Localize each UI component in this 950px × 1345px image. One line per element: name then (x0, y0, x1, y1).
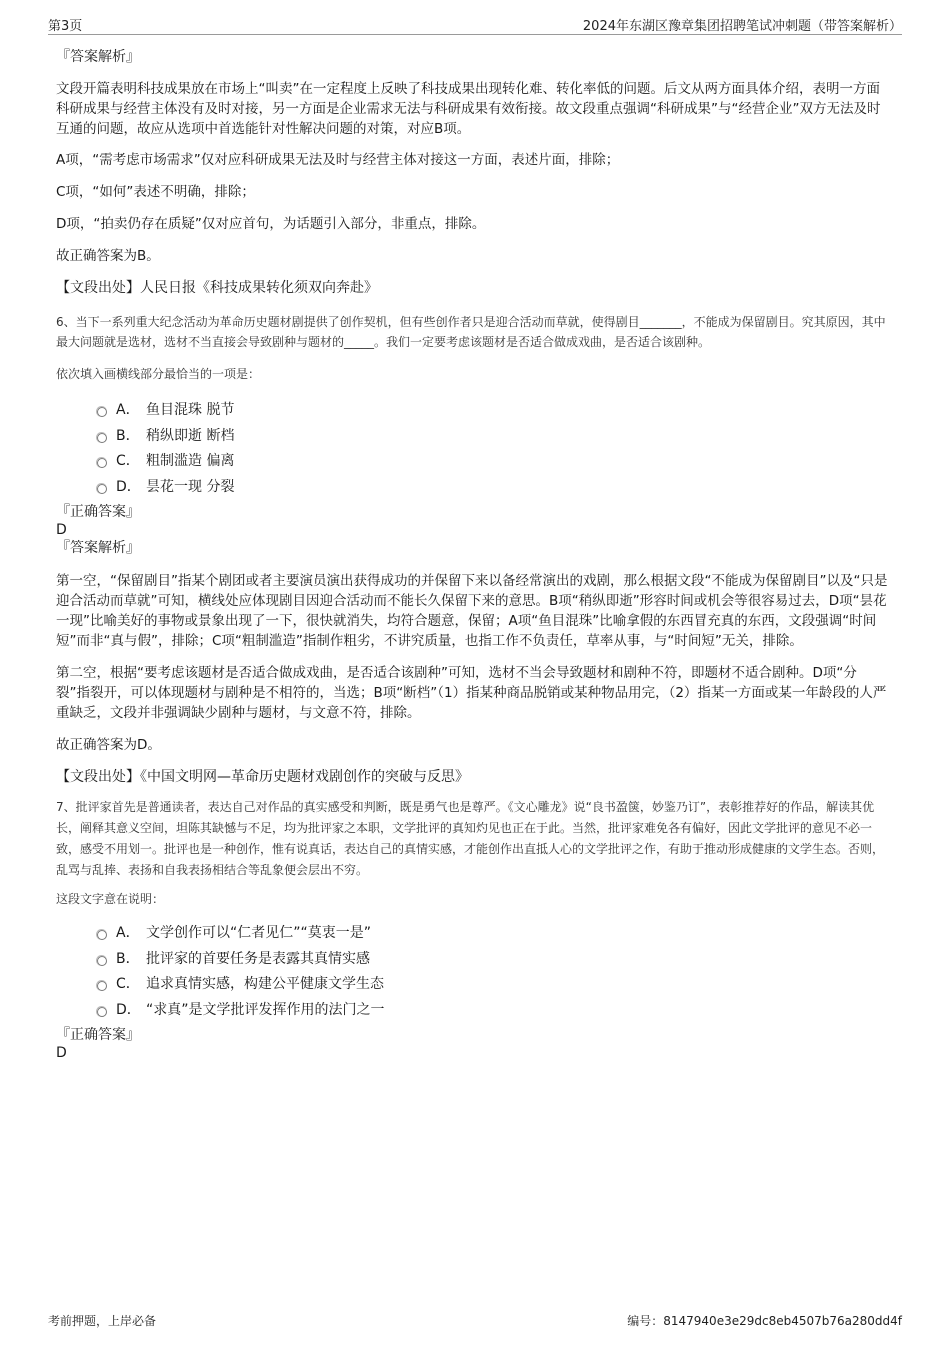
q5-source: 【文段出处】人民日报《科技成果转化须双向奔赴》 (56, 280, 378, 296)
q5-analysis-label: 『答案解析』 (56, 49, 140, 65)
q6-option-a[interactable]: A． 鱼目混珠 脱节 (56, 398, 890, 424)
radio-icon[interactable] (97, 407, 107, 417)
q6-source: 【文段出处】《中国文明网—革命历史题材戏剧创作的突破与反思》 (56, 769, 469, 785)
radio-icon[interactable] (97, 484, 107, 494)
q6-analysis-para1: 第一空，“保留剧目”指某个剧团或者主要演员演出获得成功的并保留下来以备经常演出的戏剧，那么根据文段“不能成为保留剧目”以及“只是迎合活动而草就”可知，横线处应体现剧目因迎合活动而不能长久保留下来的意思。B项“稍纵即逝”形容时间或机会等很容易过去，D项“昙花一现”比喻美好的事物或景象出现了一下，很快就消失，均符合题意，保留；A项“鱼目混珠”比喻拿假的东西冒充真的东西，文段强调“时间短”而非“真与假”，排除；C项“粗制滥造”指制作粗劣，不讲究质量，也指工作不负责任，草率从事，与“时间短”无关，排除。 (56, 573, 888, 649)
page-header (48, 14, 902, 35)
q6-analysis-para2: 第二空，根据“要考虑该题材是否适合做成戏曲，是否适合该剧种”可知，选材不当会导致题材和剧种不符，即题材不适合剧种。D项“分裂”指裂开，可以体现题材与剧种是不相符的，当选；B项“断档”（1）指某种商品脱销或某种物品用完，（2）指某一方面或某一年龄段的人严重缺乏，文段并非强调缺少剧种与题材，与文意不符，排除。 (56, 665, 887, 721)
q7-option-b[interactable]: B． 批评家的首要任务是表露其真情实感 (56, 947, 890, 973)
q6-option-b[interactable]: B． 稍纵即逝 断档 (56, 424, 890, 450)
q5-conclusion: 故正确答案为B。 (56, 248, 160, 264)
q5-analysis-option-c: C项，“如何”表述不明确，排除； (56, 184, 255, 200)
q5-analysis-option-d: D项，“拍卖仍存在质疑”仅对应首句，为话题引入部分，非重点，排除。 (56, 216, 486, 232)
q5-analysis-option-a: A项，“需考虑市场需求”仅对应科研成果无法及时与经营主体对接这一方面，表述片面，排除； (56, 152, 620, 168)
radio-icon[interactable] (97, 458, 107, 468)
q7-option-c[interactable]: C． 追求真情实感，构建公平健康文学生态 (56, 972, 890, 998)
q6-analysis-label: 『答案解析』 (56, 540, 140, 556)
page-content (56, 47, 890, 1062)
q6-option-d[interactable]: D． 昙花一现 分裂 (56, 475, 890, 501)
q6-conclusion: 故正确答案为D。 (56, 737, 161, 753)
q7-answer: D (56, 1045, 67, 1061)
q6-answer-label: 『正确答案』 (56, 504, 140, 520)
q7-answer-label: 『正确答案』 (56, 1027, 140, 1043)
q6-question: 6、当下一系列重大纪念活动为革命历史题材剧提供了创作契机，但有些创作者只是迎合活动而草就，使得剧目_______，不能成为保留剧目。究其原因，其中最大问题就是选材，选材不当直接会导致剧种与题材的_____。我们一定要考虑该题材是否适合做成戏曲，是否适合该剧种。 (56, 315, 886, 349)
page-number: 第3页 (48, 19, 83, 34)
q6-option-c[interactable]: C． 粗制滥造 偏离 (56, 449, 890, 475)
q7-prompt: 这段文字意在说明： (56, 892, 165, 906)
q6-options (56, 398, 890, 500)
footer-note: 考前押题，上岸必备 (48, 1314, 157, 1328)
radio-icon[interactable] (97, 981, 107, 991)
radio-icon[interactable] (97, 1007, 107, 1017)
q7-options (56, 921, 890, 1023)
q5-analysis-para: 文段开篇表明科技成果放在市场上“叫卖”在一定程度上反映了科技成果出现转化难、转化率低的问题。后文从两方面具体介绍，表明一方面科研成果与经营主体没有及时对接，另一方面是企业需求无法与科研成果有效衔接。故文段重点强调“科研成果”与“经营企业”双方无法及时互通的问题，故应从选项中首选能针对性解决问题的对策，对应B项。 (56, 81, 881, 137)
q7-option-d[interactable]: D． “求真”是文学批评发挥作用的法门之一 (56, 998, 890, 1024)
radio-icon[interactable] (97, 930, 107, 940)
radio-icon[interactable] (97, 956, 107, 966)
document-code: 编号：8147940e3e29dc8eb4507b76a280dd4f (627, 1314, 902, 1328)
q6-prompt: 依次填入画横线部分最恰当的一项是： (56, 367, 261, 381)
q6-answer: D (56, 522, 67, 538)
document-title: 2024年东湖区豫章集团招聘笔试冲刺题（带答案解析） (582, 19, 902, 34)
q7-option-a[interactable]: A． 文学创作可以“仁者见仁”“莫衷一是” (56, 921, 890, 947)
q7-question: 7、批评家首先是普通读者，表达自己对作品的真实感受和判断，既是勇气也是尊严。《文心雕龙》说“良书盈箧，妙鉴乃订”，表彰推荐好的作品，解读其优长，阐释其意义空间，坦陈其缺憾与不足，均为批评家之本职，文学批评的真知灼见也正在于此。当然，批评家难免各有偏好，因此文学批评的意见不必一致，感受不用划一。批评也是一种创作，惟有说真话，表达自己的真情实感，才能创作出直抵人心的文学批评之作，有助于推动形成健康的文学生态。否则，乱骂与乱捧、表扬和自我表扬相结合等乱象便会层出不穷。 (56, 800, 885, 877)
radio-icon[interactable] (97, 433, 107, 443)
